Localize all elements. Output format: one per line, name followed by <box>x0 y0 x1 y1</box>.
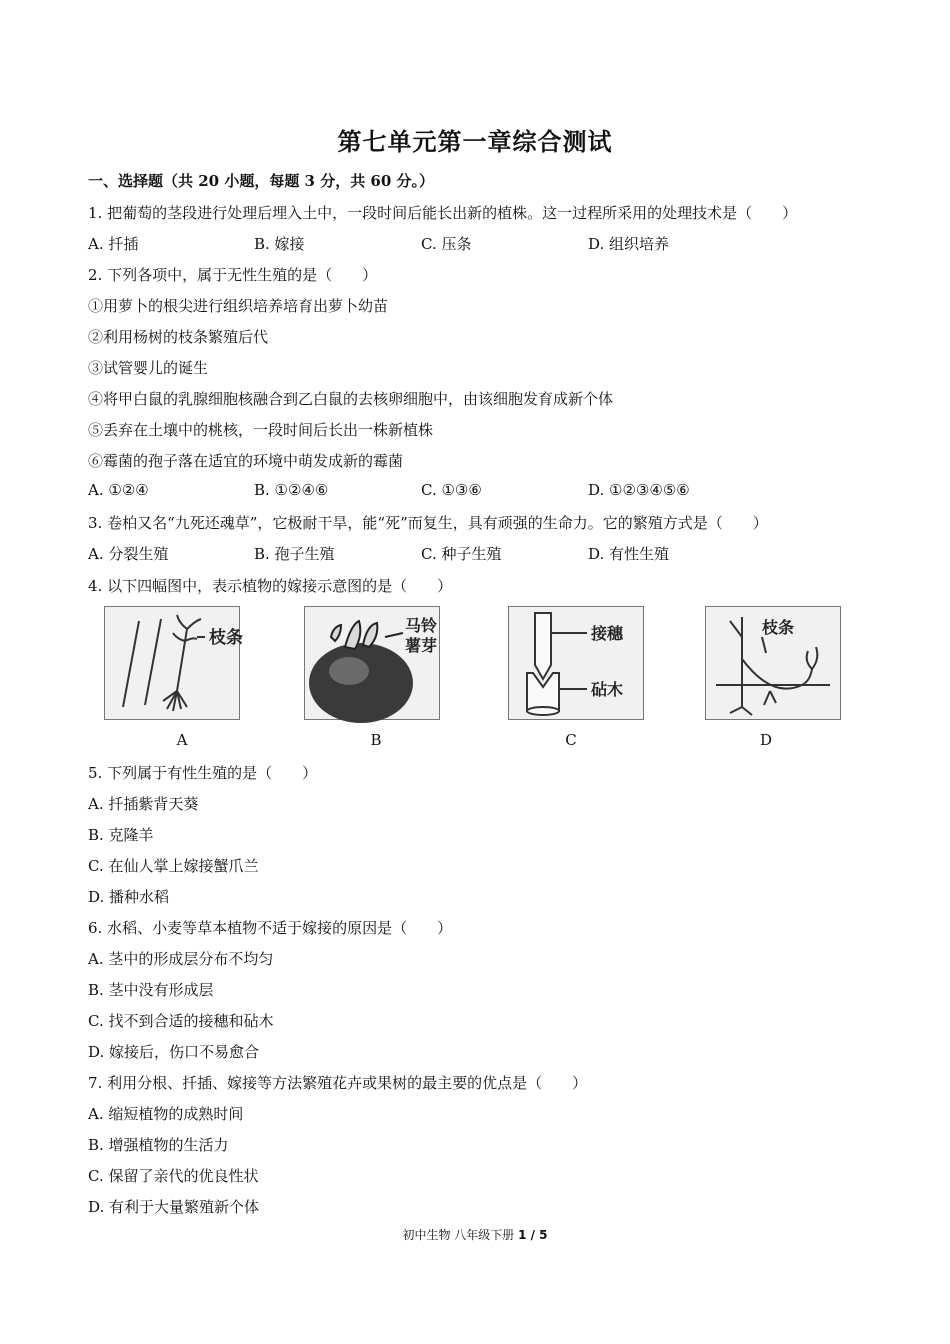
figure-label-b: B <box>370 731 382 749</box>
section-heading: 一、选择题（共 20 小题，每题 3 分，共 60 分。） <box>88 172 435 190</box>
question-4-stem: 4. 以下四幅图中，表示植物的嫁接示意图的是（ ） <box>88 577 453 595</box>
question-6-stem: 6. 水稻、小麦等草本植物不适于嫁接的原因是（ ） <box>88 919 453 937</box>
q1-option-c: C. 压条 <box>421 235 472 253</box>
page-footer <box>0 1226 950 1243</box>
q2-option-a: A. ①②④ <box>88 481 149 499</box>
q1-option-d: D. 组织培养 <box>588 235 670 253</box>
q2-item: ③试管婴儿的诞生 <box>88 359 209 377</box>
page-title: 第七单元第一章综合测试 <box>337 127 613 156</box>
question-2-stem: 2. 下列各项中，属于无性生殖的是（ ） <box>88 266 378 284</box>
q1-option-a: A. 扦插 <box>88 235 139 253</box>
q3-option-b: B. 孢子生殖 <box>254 545 335 563</box>
figure-label-a: A <box>176 731 188 749</box>
q3-option-d: D. 有性生殖 <box>588 545 670 563</box>
footer-text: 初中生物 八年级下册 <box>402 1228 519 1242</box>
q5-option-d: D. 播种水稻 <box>88 888 170 906</box>
page-number: 1 / 5 <box>518 1228 548 1242</box>
q3-option-c: C. 种子生殖 <box>421 545 502 563</box>
q2-option-b: B. ①②④⑥ <box>254 481 329 499</box>
q2-item: ⑥霉菌的孢子落在适宜的环境中萌发成新的霉菌 <box>88 452 404 470</box>
figure-label-c: C <box>565 731 577 749</box>
q2-item: ①用萝卜的根尖进行组织培养培育出萝卜幼苗 <box>88 297 389 315</box>
q2-item: ②利用杨树的枝条繁殖后代 <box>88 328 269 346</box>
q7-option-a: A. 缩短植物的成熟时间 <box>88 1105 244 1123</box>
q7-option-d: D. 有利于大量繁殖新个体 <box>88 1198 260 1216</box>
figure-b-label-text-2: 薯芽 <box>405 636 438 655</box>
q1-option-b: B. 嫁接 <box>254 235 305 253</box>
question-5-stem: 5. 下列属于有性生殖的是（ ） <box>88 764 318 782</box>
question-7-stem: 7. 利用分根、扦插、嫁接等方法繁殖花卉或果树的最主要的优点是（ ） <box>88 1074 588 1092</box>
question-1-stem: 1. 把葡萄的茎段进行处理后埋入土中，一段时间后能长出新的植株。这一过程所采用的处理技术是（ ） <box>88 204 798 222</box>
q6-option-d: D. 嫁接后，伤口不易愈合 <box>88 1043 260 1061</box>
q3-option-a: A. 分裂生殖 <box>88 545 169 563</box>
figure-a-cutting <box>104 606 243 720</box>
question-3-stem: 3. 卷柏又名“九死还魂草”，它极耐干旱，能“死”而复生，具有顽强的生命力。它的繁殖方式是（ ） <box>88 514 768 532</box>
q5-option-a: A. 扦插紫背天葵 <box>88 795 199 813</box>
q5-option-b: B. 克隆羊 <box>88 826 154 844</box>
q5-option-c: C. 在仙人掌上嫁接蟹爪兰 <box>88 857 259 875</box>
q7-option-b: B. 增强植物的生活力 <box>88 1136 229 1154</box>
q2-item: ⑤丢弃在土壤中的桃核，一段时间后长出一株新植株 <box>88 421 434 439</box>
figure-b-potato <box>304 606 440 720</box>
figure-c-graft <box>508 606 644 720</box>
q2-option-c: C. ①③⑥ <box>421 481 482 499</box>
q6-option-a: A. 茎中的形成层分布不均匀 <box>88 950 274 968</box>
q6-option-b: B. 茎中没有形成层 <box>88 981 214 999</box>
figure-b-label-text-1: 马铃 <box>405 616 438 635</box>
q2-option-d: D. ①②③④⑤⑥ <box>588 481 690 499</box>
q6-option-c: C. 找不到合适的接穗和砧木 <box>88 1012 274 1030</box>
q7-option-c: C. 保留了亲代的优良性状 <box>88 1167 259 1185</box>
figure-c-label-rootstock: 砧木 <box>591 680 624 699</box>
figure-c-label-scion: 接穗 <box>591 624 624 643</box>
figure-label-d: D <box>759 731 773 749</box>
figure-d-layering <box>705 606 841 720</box>
figure-d-label-text: 枝条 <box>762 618 795 637</box>
q2-item: ④将甲白鼠的乳腺细胞核融合到乙白鼠的去核卵细胞中，由该细胞发育成新个体 <box>88 390 614 408</box>
figure-a-label-text: 枝条 <box>209 628 243 648</box>
